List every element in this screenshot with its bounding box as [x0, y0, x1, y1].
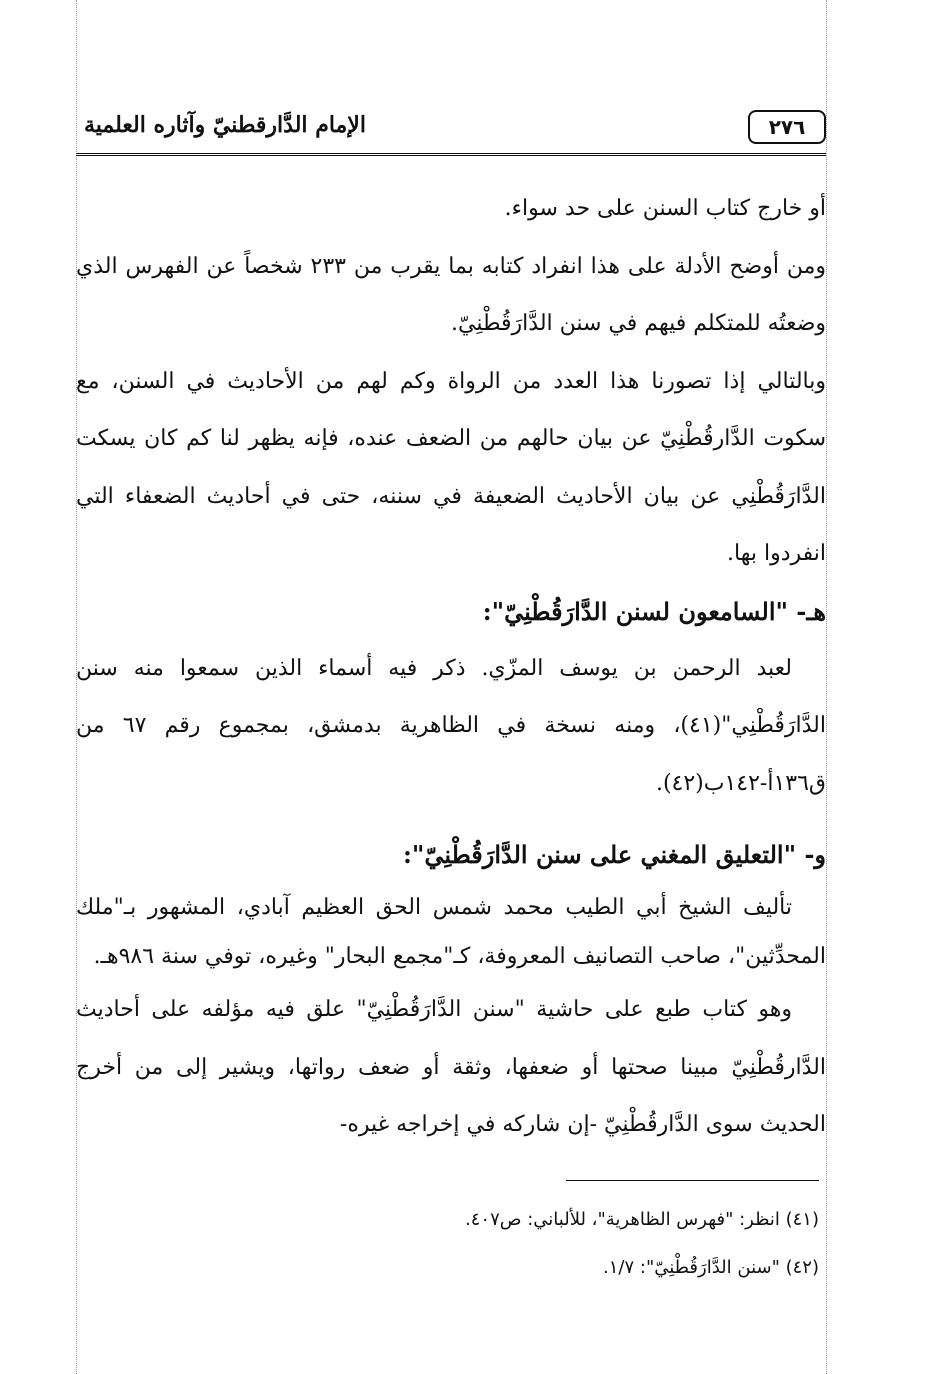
header-rule [76, 153, 826, 159]
page-number: ٢٧٦ [748, 110, 826, 144]
paragraph-5: تأليف الشيخ أبي الطيب محمد شمس الحق العظيم آبادي، المشهور بـ"ملك المحدِّثين"، صاحب التصانيف المعروفة، كـ"مجمع البحار" وغيره، توفي سنة ٩٨٦هـ. [76, 895, 826, 969]
footnote-41: (٤١) انظر: "فهرس الظاهرية"، للألباني: ص٤٠٧. [465, 1209, 819, 1230]
paragraph-2: ومن أوضح الأدلة على هذا انفراد كتابه بما يقرب من ٢٣٣ شخصاً عن الفهرس الذي وضعتُه للمتكلم فيهم في سنن الدَّارَقُطْنِيّ. [76, 253, 826, 336]
paragraph-6: وهو كتاب طبع على حاشية "سنن الدَّارَقُطْنِيّ" علق فيه مؤلفه على أحاديث الدَّارقُطْنِيّ مبينا صحتها أو ضعفها، وثقة أو ضعف رواتها، ويشير إلى من أخرج الحديث سوى الدَّارقُطْنِيّ -إن شاركه في إخراجه غيره- [76, 997, 826, 1137]
running-title: الإمام الدَّارقطنيّ وآثاره العلمية [84, 112, 366, 138]
paragraph-4: لعبد الرحمن بن يوسف المزّي. ذكر فيه أسماء الذين سمعوا منه سنن الدَّارَقُطْنِي"(٤١)، ومنه نسخة في الظاهرية بدمشق، بمجموع رقم ٦٧ من ق١٣٦أ-١٤٢ب(٤٢). [76, 655, 826, 796]
right-margin-guide [826, 0, 827, 1374]
footnote-42: (٤٢) "سنن الدَّارَقُطْنِيّ": ١/٧. [603, 1257, 819, 1278]
paragraph-1: أو خارج كتاب السنن على حد سواء. [504, 196, 826, 221]
section-heading-w: و- "التعليق المغني على سنن الدَّارَقُطْنِيّ": [402, 840, 826, 869]
footnote-rule [566, 1180, 819, 1181]
section-heading-h: هـ- "السامعون لسنن الدَّارَقُطْنِيّ": [482, 596, 826, 626]
paragraph-3: وبالتالي إذا تصورنا هذا العدد من الرواة وكم لهم من الأحاديث في السنن، مع سكوت الدَّارقُطْنِيّ عن بيان حالهم من الضعف عنده، فإنه يظهر لنا كم كان يسكت الدَّارَقُطْنِي عن بيان الأحاديث الضعيفة في سننه، حتى في أحاديث الضعفاء التي انفردوا بها. [76, 368, 826, 566]
page-header [76, 106, 826, 146]
main-text [76, 180, 826, 1154]
footnotes [76, 1196, 819, 1292]
